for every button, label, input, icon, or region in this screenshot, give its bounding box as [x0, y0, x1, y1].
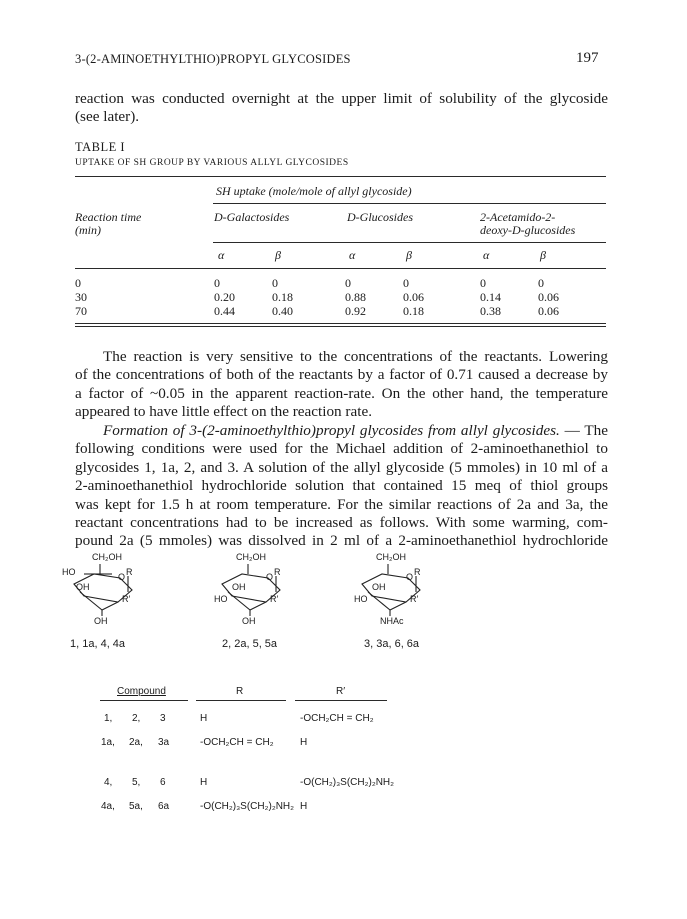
pyranose-ring-drawing: [62, 552, 172, 632]
intro-line: (see later).: [75, 108, 140, 126]
structure-label: 2, 2a, 5, 5a: [222, 638, 278, 650]
atom-oh: OH: [76, 582, 90, 592]
section-heading: Formation of 3-(2-aminoethylthio)propyl glycosides from allyl glycosides.: [103, 422, 560, 439]
table-cell: 0: [272, 276, 278, 290]
para3-line: following conditions were used for the Michael addition of 2-aminoethanethiol to: [75, 440, 608, 458]
stub-header-2: (min): [75, 223, 101, 237]
group-header-glucosides: D-Glucosides: [347, 210, 413, 224]
table-cell: 0.06: [403, 290, 424, 304]
para3-line: was kept for 1.5 h at room temperature. For the similar reactions of 2a and 3a, the: [75, 495, 608, 513]
atom-ho: HO: [354, 594, 368, 604]
table-group-rule: [213, 242, 606, 243]
table-spanner: SH uptake (mole/mole of allyl glycoside): [216, 184, 412, 198]
compound-header: Compound: [117, 686, 166, 697]
r-prime-header: R′: [336, 686, 346, 697]
compound-id: 6: [160, 777, 166, 788]
para3-line: pound 2a (5 mmoles) was dissolved in 2 ml of a 2-aminoethanethiol hydrochloride: [75, 532, 608, 550]
table-cell: 0.88: [345, 290, 366, 304]
para3-first-line: [75, 422, 608, 440]
para2-line: appeared to have little effect on the reaction rate.: [75, 403, 372, 421]
table-cell: 0: [403, 276, 409, 290]
table-cell: 0.92: [345, 304, 366, 318]
atom-oh: OH: [232, 582, 246, 592]
compound-id: 1,: [104, 713, 113, 724]
intro-paragraph: [75, 90, 608, 127]
para3-line: glycosides 1, 1a, 2, and 3. A solution of the allyl glycoside (5 mmoles) in 10 ml of a: [75, 458, 608, 476]
compound-id: 3a: [158, 737, 170, 748]
anomer-beta-gal: β: [275, 248, 281, 262]
atom-nhac: NHAc: [380, 616, 404, 626]
r-prime-value: -OCH₂CH = CH₂: [300, 713, 374, 724]
table-caption: UPTAKE OF SH GROUP BY VARIOUS ALLYL GLYCOSIDES: [75, 158, 349, 168]
para2-line: The reaction is very sensitive to the concentrations of the reactants. Lowering: [103, 348, 608, 365]
heading-dash: —: [559, 422, 585, 439]
atom-ch2oh: CH₂OH: [376, 552, 406, 562]
structure-acetamido-glucoside: [350, 552, 460, 632]
anomer-alpha-gal: α: [218, 248, 225, 262]
atom-oh-bottom: OH: [242, 616, 256, 626]
compound-id: 5a,: [129, 801, 143, 812]
table-cell: 0.18: [403, 304, 424, 318]
atom-ring-o: O: [266, 572, 274, 582]
row-time: 0: [75, 276, 81, 290]
stub-header-1: Reaction time: [75, 210, 142, 224]
table-cell: 0.06: [538, 304, 559, 318]
table-cell: 0.44: [214, 304, 235, 318]
paragraph-formation: [75, 422, 608, 551]
atom-ring-o: O: [118, 572, 126, 582]
table-cell: 0.38: [480, 304, 501, 318]
pyranose-ring-drawing: [350, 552, 460, 632]
atom-r: R: [274, 567, 281, 577]
structure-glucoside: [210, 552, 320, 632]
compound-id: 6a: [158, 801, 170, 812]
table-label: TABLE I: [75, 140, 126, 154]
page-number: 197: [576, 50, 599, 66]
para2-line: of the concentrations of both of the reactants by a factor of 0.71 caused a decrease by: [75, 366, 608, 384]
anomer-beta-glc: β: [406, 248, 412, 262]
r-prime-value: H: [300, 737, 308, 748]
compound-id: 4,: [104, 777, 113, 788]
table-top-rule: [75, 176, 606, 177]
table-cell: 0: [214, 276, 220, 290]
r-value: -O(CH₂)₃S(CH₂)₂NH₂: [200, 801, 295, 812]
table-bottom-rule: [75, 323, 606, 324]
intro-line: reaction was conducted overnight at the upper limit of solubility of the glycoside: [75, 90, 608, 107]
atom-oh-bottom: OH: [94, 616, 108, 626]
running-head: 3-(2-AMINOETHYLTHIO)PROPYL GLYCOSIDES: [75, 52, 351, 66]
heading-rest: The: [584, 422, 608, 439]
atom-oh: OH: [372, 582, 386, 592]
group-header-galactosides: D-Galactosides: [214, 210, 290, 224]
pyranose-ring-drawing: [210, 552, 320, 632]
structure-label: 1, 1a, 4, 4a: [70, 638, 126, 650]
r-header: R: [236, 686, 244, 697]
compound-id: 2a,: [129, 737, 143, 748]
anomer-alpha-glc: α: [349, 248, 356, 262]
atom-ring-o: O: [406, 572, 414, 582]
compound-header-rule: [100, 700, 188, 701]
atom-r-prime: R′: [122, 594, 131, 604]
table-cell: 0: [480, 276, 486, 290]
para3-line: reactant concentrations had to be increased as follows. With some warming, com-: [75, 514, 608, 532]
para3-line: 2-aminoethanethiol hydrochloride solution that contained 15 meq of thiol groups: [75, 477, 608, 495]
table-spanner-rule: [213, 203, 606, 204]
table-cell: 0.06: [538, 290, 559, 304]
table-cell: 0.18: [272, 290, 293, 304]
compound-id: 1a,: [101, 737, 115, 748]
r-prime-value: -O(CH₂)₃S(CH₂)₂NH₂: [300, 777, 395, 788]
table-cell: 0.40: [272, 304, 293, 318]
compound-id: 4a,: [101, 801, 115, 812]
table-cell: 0.20: [214, 290, 235, 304]
r-value: H: [200, 777, 208, 788]
atom-r: R: [126, 567, 133, 577]
anomer-alpha-acet: α: [483, 248, 490, 262]
r-header-rule: [196, 700, 286, 701]
atom-ch2oh: CH₂OH: [236, 552, 266, 562]
compound-id: 5,: [132, 777, 141, 788]
row-time: 30: [75, 290, 87, 304]
atom-r-prime: R′: [410, 594, 419, 604]
r-value: -OCH₂CH = CH₂: [200, 737, 274, 748]
r-prime-header-rule: [295, 700, 387, 701]
structure-galactoside: [62, 552, 172, 632]
compound-id: 3: [160, 713, 166, 724]
paragraph-reaction-sensitivity: [75, 348, 608, 422]
atom-r-prime: R′: [270, 594, 279, 604]
table-cell: 0.14: [480, 290, 501, 304]
atom-r: R: [414, 567, 421, 577]
group-header-acetamido-1: 2-Acetamido-2-: [480, 210, 556, 224]
atom-ho: HO: [214, 594, 228, 604]
table-cell: 0: [538, 276, 544, 290]
table-cell: 0: [345, 276, 351, 290]
anomer-beta-acet: β: [540, 248, 546, 262]
table-header-rule: [75, 268, 606, 269]
atom-ho: HO: [62, 567, 76, 577]
structure-label: 3, 3a, 6, 6a: [364, 638, 420, 650]
group-header-acetamido-2: deoxy-D-glucosides: [480, 223, 576, 237]
r-prime-value: H: [300, 801, 308, 812]
r-value: H: [200, 713, 208, 724]
row-time: 70: [75, 304, 87, 318]
atom-ch2oh: CH₂OH: [92, 552, 122, 562]
para2-line: a factor of ~0.05 in the apparent reaction-rate. On the other hand, the temperature: [75, 384, 608, 402]
table-bottom-rule-2: [75, 326, 606, 327]
compound-id: 2,: [132, 713, 141, 724]
